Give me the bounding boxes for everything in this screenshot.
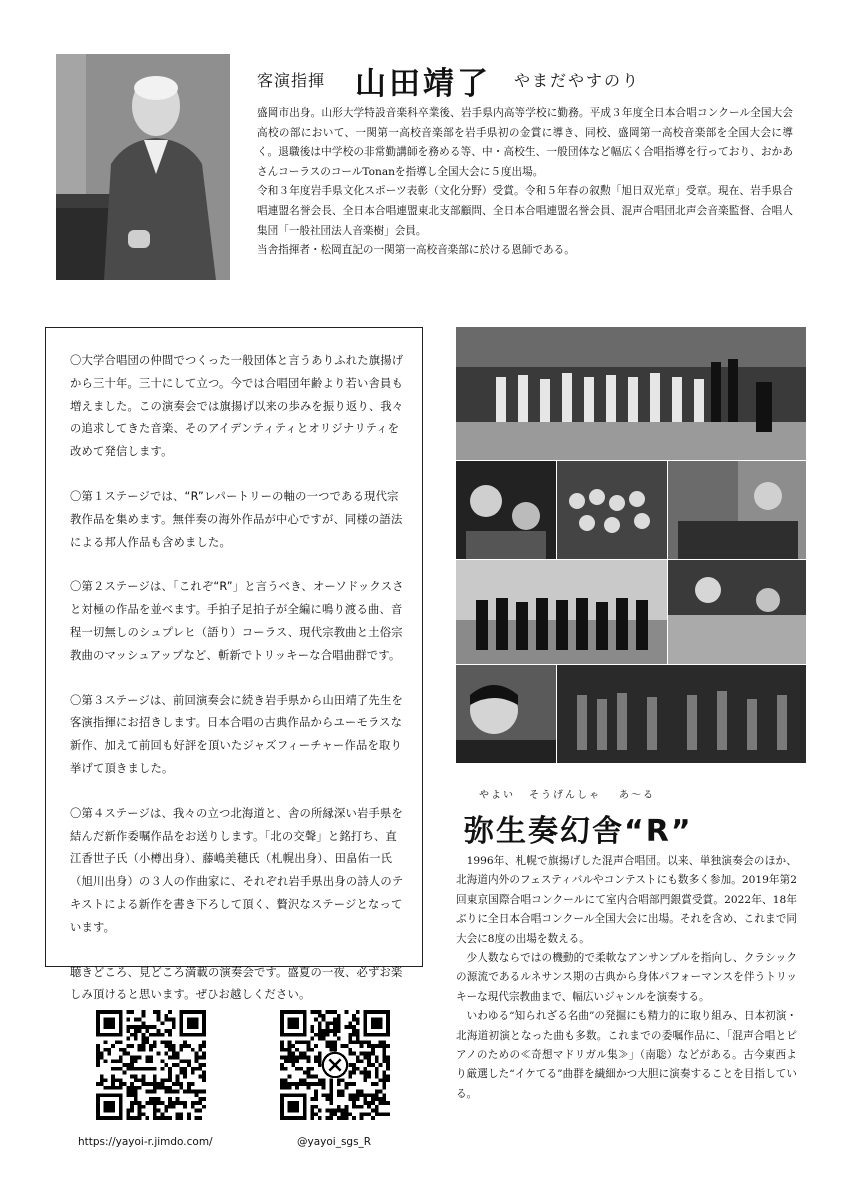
intro-paragraph: 〇第３ステージは、前回演奏会に続き岩手県から山田靖了先生を客演指揮にお招きします。日本合唱の古典作品からユーモラスな新作、加えて前回も好評を頂いたジャズフィーチャー作品を取り挙げて頂きました。 — [70, 693, 403, 775]
choir-name-ruby-2: そうげんしゃ — [529, 790, 601, 801]
website-url-link[interactable]: https://yayoi-r.jimdo.com/ — [78, 1136, 213, 1148]
conductor-name-reading: やまだやすのり — [514, 71, 641, 90]
singer-portrait-photo — [456, 665, 556, 763]
intro-paragraph: 〇大学合唱団の仲間でつくった一般団体と言うありふれた旗揚げから三十年。三十にして立つ。今では合唱団年齢より若い舎員も増えました。この演奏会では旗揚げ以来の歩みを振り返り、我々の追求してきた音楽、そのアイデンティティとオリジナリティを改めて発信します。 — [70, 354, 404, 459]
choir-name-ruby-1: やよい — [479, 790, 515, 801]
guest-conductor-label: 客演指揮 — [257, 71, 326, 90]
concert-intro-box — [45, 327, 423, 1002]
bio-paragraph: 当舎指揮者・松岡直記の一関第一高校音楽部に於ける恩師である。 — [257, 244, 575, 257]
conductor-name: 山田靖了 — [355, 66, 491, 102]
bio-paragraph: 令和３年度岩手県文化スポーツ表彰（文化分野）受賞。令和５年春の叙勲「旭日双光章」受章。現在、岩手県合唱連盟名誉会長、全日本合唱連盟東北支部顧問、全日本合唱連盟名誉会員、混声合唱団北声会音楽監督、合唱人集団「一般社団法人音楽樹」会員。 — [257, 185, 793, 237]
twitter-qr-code[interactable] — [280, 1010, 390, 1120]
dinner-photo — [668, 461, 806, 559]
bio-paragraph: 盛岡市出身。山形大学特設音楽科卒業後、岩手県内高等学校に勤務。平成３年度全日本合唱コンクール全国大会高校の部において、一関第一高校音楽部を岩手県初の金賞に導き、同校、盛岡第一高校音楽部を全国大会に導く。退職後は中学校の非常勤講師を務める等、中・高校生、一般団体など幅広く合唱指導を行っており、おかあさんコーラスのコールTonanを指導し全国大会に５度出場。 — [257, 107, 793, 178]
twitter-handle-link[interactable]: @yayoi_sgs_R — [297, 1136, 372, 1148]
choir-name: 弥生奏幻舎“R” — [464, 814, 693, 849]
choir-name-ruby-3: あ〜る — [619, 790, 655, 801]
choir-description — [456, 852, 797, 1104]
website-qr-code[interactable] — [96, 1010, 206, 1120]
conductor-photo — [56, 54, 230, 280]
choir-description-paragraph: 少人数ならではの機動的で柔軟なアンサンブルを指向し、クラシックの源流であるルネサンス期の古典から身体パフォーマンスを伴うトリッキーな現代宗教曲まで、幅広いジャンルを演奏する。 — [456, 952, 797, 1003]
choir-description-paragraph: いわゆる“知られざる名曲”の発掘にも精力的に取り組み、日本初演・北海道初演となった曲も多数。これまでの委嘱作品に、「混声合唱とピアノのための≪奇想マドリガル集≫」（南聡）などがある。古今東西より厳選した“イケてる”曲群を繊細かつ大胆に演奏することを目指している。 — [456, 1010, 797, 1100]
intro-paragraph: 〇第２ステージは、「これぞ“R”」と言うべき、オーソドックスさと対極の作品を並べます。手拍子足拍子が全編に鳴り渡る曲、音程一切無しのシュプレヒ（語り）コーラス、現代宗教曲と土俗宗教曲のマッシュアップなど、斬新でトリッキーな合唱曲群です。 — [70, 580, 404, 662]
group-photo — [557, 461, 667, 559]
party-table-photo — [668, 560, 806, 664]
intro-paragraph: 聴きどころ、見どころ満載の演奏会です。盛夏の一夜、必ずお楽しみ頂けると思います。ぜひお越しください。 — [70, 965, 403, 1002]
party-photo — [456, 461, 556, 559]
performance-photo — [557, 665, 806, 763]
conductor-bio — [257, 104, 793, 261]
choir-group-photo — [456, 560, 667, 664]
choir-description-paragraph: 1996年、札幌で旗揚げした混声合唱団。以来、単独演奏会のほか、北海道内外のフェスティバルやコンテストにも数多く参加。2019年第2回東京国際合唱コンクールにて室内合唱部門銀賞受賞。2022年、18年ぶりに全日本合唱コンクール全国大会に出場。それを含め、これまで同大会に8度の出場を数える。 — [456, 855, 797, 945]
concert-stage-photo — [456, 327, 806, 460]
intro-paragraph: 〇第１ステージでは、“R”レパートリーの軸の一つである現代宗教作品を集めます。無伴奏の海外作品が中心ですが、同様の語法による邦人作品も含めました。 — [70, 489, 403, 549]
intro-paragraph: 〇第４ステージは、我々の立つ北海道と、舎の所縁深い岩手県を結んだ新作委嘱作品をお送りします。「北の交聲」と銘打ち、直江香世子氏（小樽出身）、藤嶋美穂氏（札幌出身）、田畠佑一氏（旭川出身）の３人の作曲家に、それぞれ岩手県出身の詩人のテキストによる新作を書き下ろして頂く、贅沢なステージとなっています。 — [70, 806, 404, 934]
